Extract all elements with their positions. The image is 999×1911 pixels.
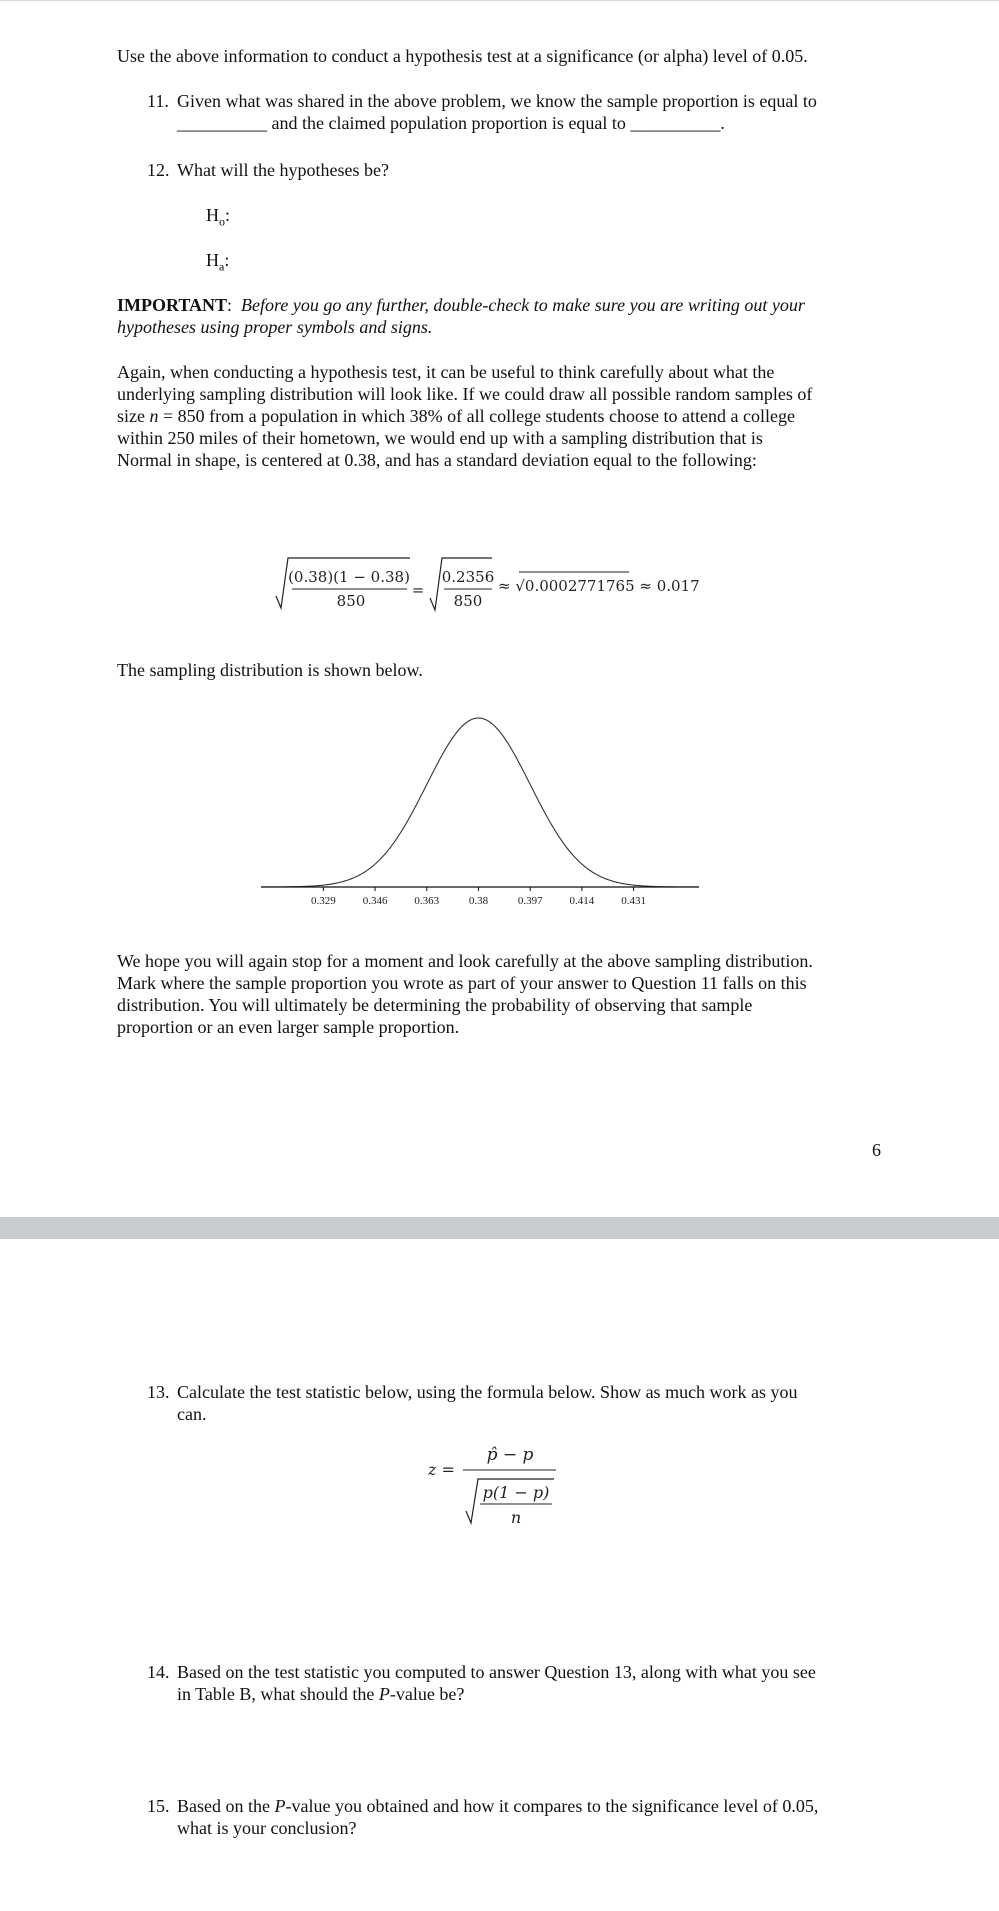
question-14-line-1: Based on the test statistic you computed to answer Question 13, along with what you see	[177, 1662, 816, 1682]
question-13	[147, 1381, 907, 1425]
intro-text: Use the above information to conduct a hypothesis test at a significance (or alpha) level of 0.05.	[117, 46, 808, 66]
paragraph-line-3-pre: size	[117, 406, 150, 426]
paragraph-line-3-post: = 850 from a population in which 38% of all college students choose to attend a college	[158, 406, 795, 426]
standard-deviation-formula	[270, 546, 720, 621]
question-11-line-1: Given what was shared in the above problem, we know the sample proportion is equal to	[177, 91, 817, 111]
sampling-paragraph	[117, 361, 917, 471]
question-11	[147, 90, 907, 134]
z-formula-numerator: p̂ − p	[486, 1445, 534, 1465]
ha-letter: H	[206, 250, 219, 270]
closing-paragraph	[117, 950, 917, 1038]
h0-colon: :	[225, 205, 231, 225]
question-14-line-2-pre: in Table B, what should the	[177, 1684, 379, 1704]
question-12-text: What will the hypotheses be?	[177, 160, 389, 180]
p-value-symbol-2: P	[274, 1796, 286, 1816]
question-15	[147, 1795, 937, 1839]
closing-line-2: Mark where the sample proportion you wrote as part of your answer to Question 11 falls on this	[117, 973, 807, 993]
question-14	[147, 1661, 907, 1705]
x-tick-label: 0.363	[414, 895, 440, 907]
question-11-end: .	[720, 113, 725, 133]
document-page-7	[0, 1239, 999, 1911]
paragraph-line-4: within 250 miles of their hometown, we would end up with a sampling distribution that is	[117, 428, 763, 448]
z-inner-numerator: p(1 − p)	[482, 1483, 550, 1502]
page-number: 6	[872, 1140, 881, 1160]
x-tick-label: 0.346	[362, 895, 388, 907]
important-line-1: Before you go any further, double-check to make sure you are writing out your	[241, 295, 805, 315]
question-14-line-2	[177, 1683, 464, 1705]
z-statistic-formula	[420, 1441, 570, 1541]
z-formula-lhs: z =	[428, 1460, 455, 1479]
formula-numerator-1: (0.38)(1 − 0.38)	[288, 568, 410, 586]
paragraph-line-1: Again, when conducting a hypothesis test, it can be useful to think carefully about what the	[117, 362, 775, 382]
null-hypothesis-label[interactable]	[206, 204, 230, 233]
question-14-number: 14.	[147, 1662, 170, 1682]
formula-approximation: ≈ √0.0002771765 ≈ 0.017	[498, 577, 700, 595]
paragraph-line-3	[117, 405, 917, 427]
x-tick-label: 0.38	[468, 895, 489, 907]
closing-line-4: proportion or an even larger sample proportion.	[117, 1017, 460, 1037]
question-14-line-2-post: -value be?	[389, 1684, 465, 1704]
paragraph-line-5: Normal in shape, is centered at 0.38, and has a standard deviation equal to the following:	[117, 450, 757, 470]
question-11-mid-text: and the claimed population proportion is equal to	[267, 113, 631, 133]
paragraph-line-2: underlying sampling distribution will look like. If we could draw all possible random samples of	[117, 384, 813, 404]
question-12-number: 12.	[147, 160, 170, 180]
x-tick-label: 0.397	[517, 895, 543, 907]
important-line-2: hypotheses using proper symbols and signs.	[117, 317, 433, 337]
ha-colon: :	[224, 250, 230, 270]
question-11-line-2	[177, 112, 725, 134]
h0-subscript: o	[219, 214, 225, 229]
page-separator	[0, 1217, 999, 1239]
closing-line-1: We hope you will again stop for a moment and look carefully at the above sampling distribution.	[117, 951, 813, 971]
h0-letter: H	[206, 205, 219, 225]
closing-line-3: distribution. You will ultimately be determining the probability of observing that sample	[117, 995, 753, 1015]
question-13-number: 13.	[147, 1382, 170, 1402]
z-inner-denominator: n	[510, 1508, 522, 1527]
question-15-line-1-post: -value you obtained and how it compares to the significance level of 0.05,	[285, 1796, 819, 1816]
important-label: IMPORTANT	[117, 295, 228, 315]
alternative-hypothesis-label[interactable]	[206, 249, 229, 278]
sample-size-symbol: n	[149, 406, 159, 426]
question-11-number: 11.	[147, 91, 169, 111]
question-12	[147, 159, 847, 181]
question-15-line-1	[177, 1795, 818, 1817]
question-13-line-1: Calculate the test statistic below, using the formula below. Show as much work as you	[177, 1382, 798, 1402]
formula-equals: =	[411, 581, 425, 599]
formula-denominator-2: 850	[453, 592, 483, 610]
document-page-6	[0, 1, 999, 1217]
formula-denominator-1: 850	[336, 592, 366, 610]
important-note-line-1	[117, 294, 917, 316]
p-value-symbol: P	[378, 1684, 390, 1704]
question-15-number: 15.	[147, 1796, 170, 1816]
x-tick-label: 0.329	[310, 895, 336, 907]
population-proportion-blank[interactable]: __________	[630, 113, 721, 133]
formula-numerator-2: 0.2356	[441, 568, 495, 586]
normal-curve	[261, 718, 699, 887]
question-13-line-2: can.	[177, 1404, 207, 1424]
x-axis-ticks	[311, 887, 646, 907]
question-15-line-1-pre: Based on the	[177, 1796, 275, 1816]
x-tick-label: 0.431	[621, 895, 646, 907]
important-note	[117, 294, 917, 338]
important-colon: :	[227, 295, 233, 315]
sample-proportion-blank[interactable]: __________	[177, 113, 267, 133]
sampling-distribution-caption: The sampling distribution is shown below.	[117, 660, 423, 680]
x-tick-label: 0.414	[569, 895, 595, 907]
question-15-line-2: what is your conclusion?	[177, 1818, 357, 1838]
sampling-distribution-chart	[240, 701, 760, 921]
ha-subscript: a	[219, 259, 225, 274]
